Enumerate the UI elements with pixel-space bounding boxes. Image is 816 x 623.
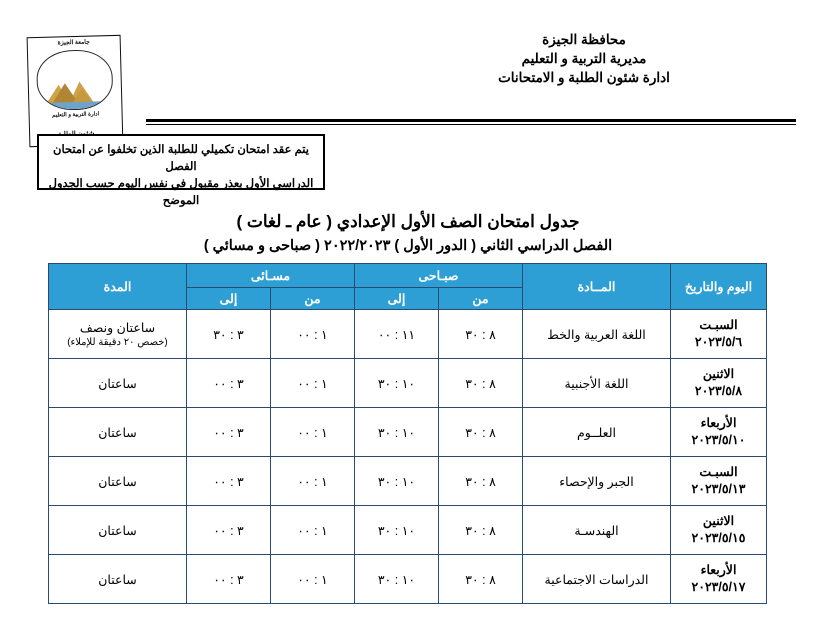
cell-day-name: الأربعاء <box>700 416 737 430</box>
ministry-logo <box>27 35 124 147</box>
table-row <box>48 310 766 359</box>
cell-evening-to: ٣ : ٠٠ <box>186 506 270 555</box>
cell-duration: ساعتان <box>48 359 186 408</box>
table-row <box>48 457 766 506</box>
cell-duration-text: ساعتان ونصف <box>79 321 156 335</box>
notice-line-1: يتم عقد امتحان تكميلي للطلبة الذين تخلفوا عن امتحان الفصل <box>53 144 309 173</box>
cell-subject: الجبر والإحصاء <box>523 457 671 506</box>
cell-day <box>671 310 767 359</box>
cell-evening-from: ١ : ٠٠ <box>270 555 354 604</box>
cell-subject: العلــوم <box>523 408 671 457</box>
cell-morning-from: ٨ : ٣٠ <box>439 506 523 555</box>
cell-subject: الدراسات الاجتماعية <box>523 555 671 604</box>
cell-duration: ساعتان <box>48 555 186 604</box>
document-header <box>0 22 816 132</box>
header-day: اليوم والتاريخ <box>671 264 767 310</box>
table-head <box>48 264 766 310</box>
cell-morning-from: ٨ : ٣٠ <box>439 359 523 408</box>
cell-evening-from: ١ : ٠٠ <box>270 359 354 408</box>
header-authority-text <box>374 30 794 87</box>
cell-day-name: الاثنين <box>702 367 735 381</box>
header-evening-to: إلى <box>186 288 270 310</box>
logo-water-shape <box>42 101 108 110</box>
cell-duration: ساعتان <box>48 457 186 506</box>
cell-morning-from: ٨ : ٣٠ <box>439 408 523 457</box>
table-body <box>48 310 766 604</box>
cell-evening-to: ٣ : ٠٠ <box>186 408 270 457</box>
cell-evening-to: ٣ : ٠٠ <box>186 457 270 506</box>
notice-box <box>37 134 325 207</box>
cell-day-date: ٢٠٢٣/٥/١٠ <box>691 433 746 447</box>
header-line-governorate: محافظة الجيزة <box>542 32 626 47</box>
cell-day <box>671 408 767 457</box>
cell-day <box>671 555 767 604</box>
exam-schedule-table <box>48 263 767 604</box>
table-row <box>48 555 766 604</box>
header-divider-thin <box>146 124 796 125</box>
cell-day <box>671 457 767 506</box>
cell-evening-to: ٣ : ٠٠ <box>186 359 270 408</box>
cell-evening-from: ١ : ٠٠ <box>270 506 354 555</box>
cell-day-name: السبـت <box>699 465 738 479</box>
page-subtitle: الفصل الدراسي الثاني ( الدور الأول ) ٢٠٢٢/٢٠٢٣ ( صباحى و مسائي ) <box>203 238 613 254</box>
cell-day <box>671 359 767 408</box>
cell-day-date: ٢٠٢٣/٥/٦ <box>694 335 743 349</box>
header-morning-from: من <box>439 288 523 310</box>
cell-evening-from: ١ : ٠٠ <box>270 408 354 457</box>
cell-evening-from: ١ : ٠٠ <box>270 310 354 359</box>
cell-morning-to: ١٠ : ٣٠ <box>354 408 438 457</box>
cell-evening-to: ٣ : ٠٠ <box>186 555 270 604</box>
cell-subject: الهندسـة <box>523 506 671 555</box>
header-divider-thick <box>146 119 796 122</box>
cell-day-date: ٢٠٢٣/٥/١٧ <box>691 580 746 594</box>
logo-top-caption: جامعة الجيزة <box>57 39 90 47</box>
table-row <box>48 359 766 408</box>
cell-day-date: ٢٠٢٣/٥/٨ <box>694 384 743 398</box>
page-title: جدول امتحان الصف الأول الإعدادي ( عام ـ لغات ) <box>236 212 580 231</box>
cell-evening-to: ٣ : ٣٠ <box>186 310 270 359</box>
cell-duration: ساعتان <box>48 506 186 555</box>
cell-evening-from: ١ : ٠٠ <box>270 457 354 506</box>
cell-day-date: ٢٠٢٣/٥/١٣ <box>691 482 746 496</box>
table-row <box>48 506 766 555</box>
header-evening: مسـائى <box>186 264 354 288</box>
cell-duration: ساعتان <box>48 408 186 457</box>
table-row <box>48 408 766 457</box>
cell-day-date: ٢٠٢٣/٥/١٥ <box>691 531 746 545</box>
cell-morning-to: ١٠ : ٣٠ <box>354 457 438 506</box>
header-duration: المدة <box>48 264 186 310</box>
cell-day <box>671 506 767 555</box>
notice-line-2: الدراسي الأول بعذر مقبول في نفس اليوم حسب الجدول الموضح <box>48 178 314 207</box>
cell-day-name: الأربعاء <box>700 563 737 577</box>
exam-schedule-table-wrapper <box>49 263 767 604</box>
header-subject: المــادة <box>523 264 671 310</box>
cell-subject: اللغة العربية والخط <box>523 310 671 359</box>
cell-duration <box>48 310 186 359</box>
cell-morning-to: ١٠ : ٣٠ <box>354 506 438 555</box>
cell-morning-to: ١١ : ٠٠ <box>354 310 438 359</box>
cell-morning-from: ٨ : ٣٠ <box>439 457 523 506</box>
logo-mid-caption: ادارة التربية و التعليم <box>52 111 100 119</box>
cell-morning-from: ٨ : ٣٠ <box>439 310 523 359</box>
table-header-row-1 <box>48 264 766 288</box>
cell-day-name: الاثنين <box>702 514 735 528</box>
cell-subject: اللغة الأجنبية <box>523 359 671 408</box>
header-evening-from: من <box>270 288 354 310</box>
cell-morning-to: ١٠ : ٣٠ <box>354 555 438 604</box>
header-line-directorate: مديرية التربية و التعليم <box>521 51 647 66</box>
cell-day-name: السبـت <box>699 318 738 332</box>
header-line-department: ادارة شئون الطلبة و الامتحانات <box>498 70 670 85</box>
logo-emblem <box>36 49 114 111</box>
cell-duration-note: (خصص ٢٠ دقيقة للإملاء) <box>67 337 168 348</box>
header-morning-to: إلى <box>354 288 438 310</box>
header-morning: صبـاحى <box>354 264 522 288</box>
cell-morning-to: ١٠ : ٣٠ <box>354 359 438 408</box>
cell-morning-from: ٨ : ٣٠ <box>439 555 523 604</box>
